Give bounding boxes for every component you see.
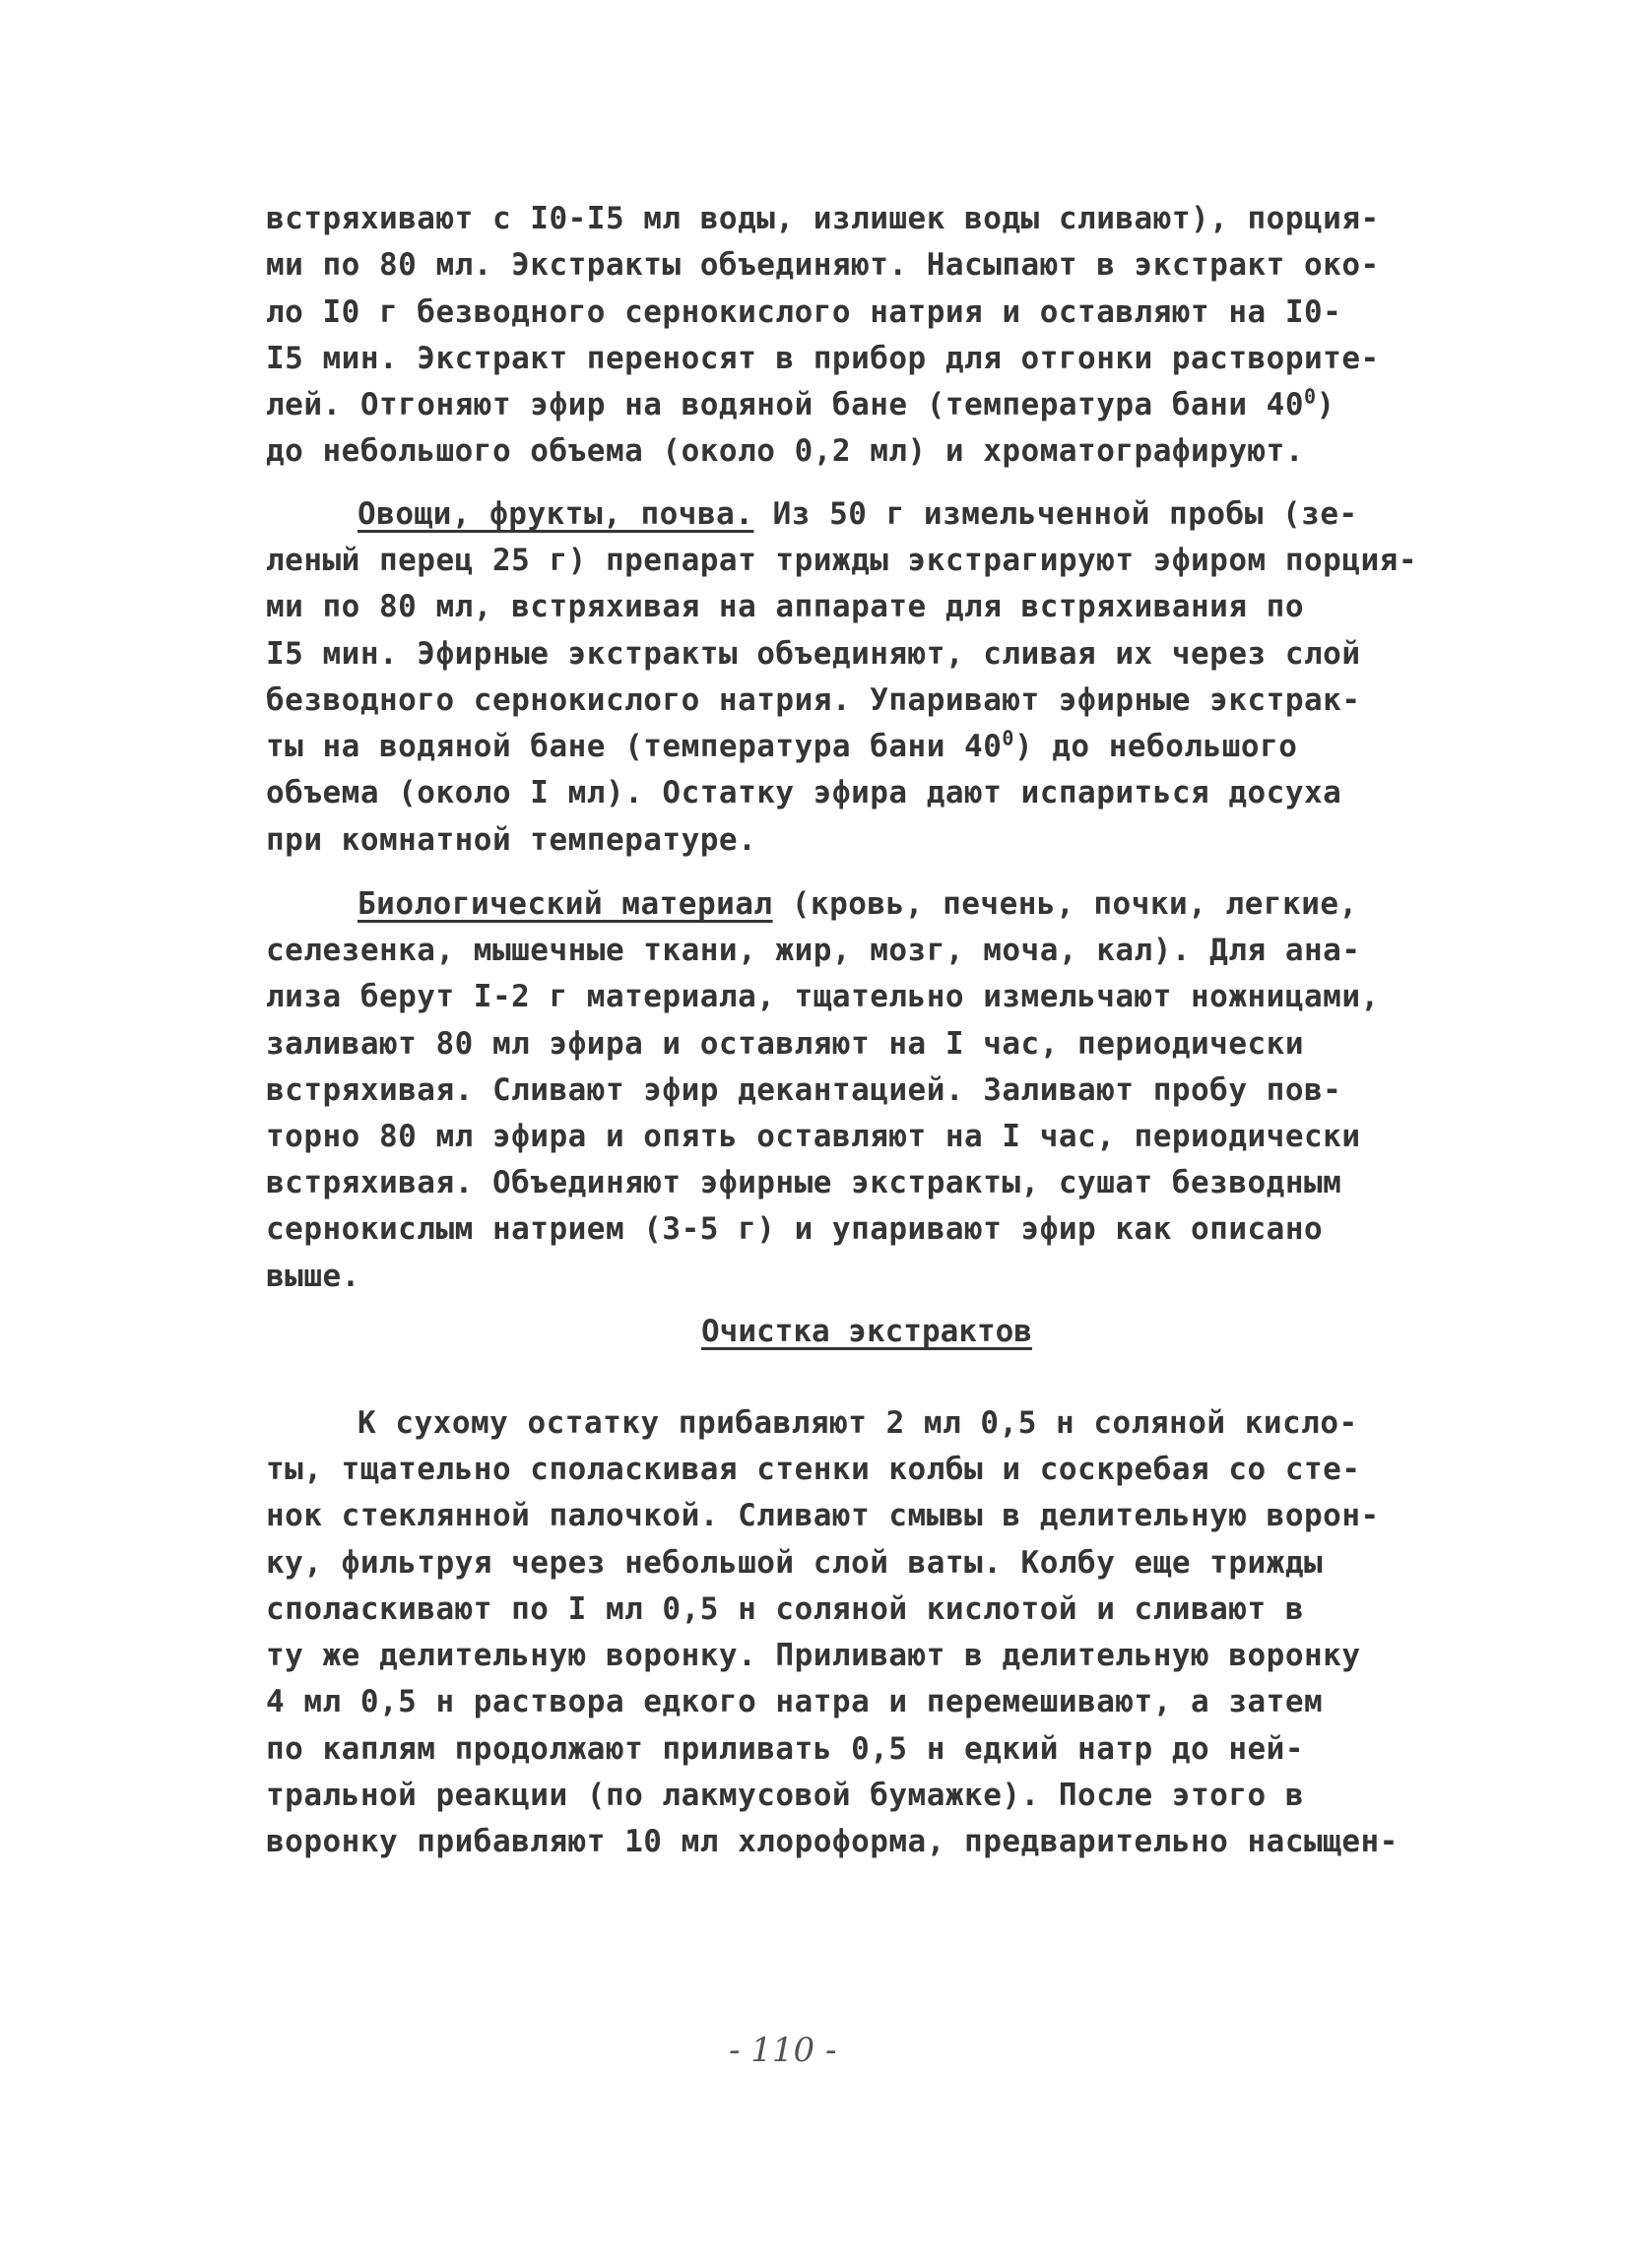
text-segment: ) до небольшого bbox=[1013, 729, 1298, 764]
section-lead-vegetables: Овощи, фрукты, почва. bbox=[358, 496, 754, 532]
text-line bbox=[358, 494, 1358, 534]
text-line: ты, тщательно споласкивая стенки колбы и соскребая со сте- bbox=[266, 1452, 1361, 1487]
page-number: - 110 - bbox=[729, 2031, 837, 2070]
text-line: ку, фильтруя через небольшой слой ваты. Колбу еще трижды bbox=[266, 1545, 1324, 1581]
text-segment: лей. Отгоняют эфир на водяной бане (температура бани 40 bbox=[266, 387, 1304, 422]
text-line bbox=[358, 884, 1358, 924]
text-line: воронку прибавляют 10 мл хлороформа, предварительно насыщен- bbox=[266, 1824, 1399, 1859]
text-line: ми по 80 мл. Экстракты объединяют. Насыпают в экстракт око- bbox=[266, 247, 1380, 283]
text-line: по каплям продолжают приливать 0,5 н едкий натр до ней- bbox=[266, 1731, 1304, 1767]
text-segment: ты на водяной бане (температура бани 40 bbox=[266, 729, 1003, 764]
text-segment: Из 50 г измельченной пробы (зе- bbox=[753, 496, 1358, 532]
text-line: ми по 80 мл, встряхивая на аппарате для встряхивания по bbox=[266, 589, 1304, 624]
text-line: безводного сернокислого натрия. Упаривают эфирные экстрак- bbox=[266, 682, 1361, 718]
text-line: нок стеклянной палочкой. Сливают смывы в делительную ворон- bbox=[266, 1498, 1380, 1533]
text-line: заливают 80 мл эфира и оставляют на I час, периодически bbox=[266, 1026, 1304, 1062]
text-line: споласкивают по I мл 0,5 н соляной кислотой и сливают в bbox=[266, 1591, 1304, 1627]
section-lead-biological: Биологический материал bbox=[358, 886, 773, 922]
text-line: торно 80 мл эфира и опять оставляют на I час, периодически bbox=[266, 1119, 1361, 1154]
superscript-degree: 0 bbox=[1304, 384, 1317, 409]
text-line: селезенка, мышечные ткани, жир, мозг, моча, кал). Для ана- bbox=[266, 933, 1361, 968]
text-line: лиза берут I-2 г материала, тщательно измельчают ножницами, bbox=[266, 979, 1380, 1014]
superscript-degree: 0 bbox=[1002, 726, 1014, 750]
text-line: выше. bbox=[266, 1259, 360, 1294]
section-heading: Очистка экстрактов bbox=[701, 1314, 1032, 1349]
text-line: I5 мин. Экстракт переносят в прибор для отгонки растворите- bbox=[266, 341, 1380, 376]
text-line: 4 мл 0,5 н раствора едкого натра и перемешивают, а затем bbox=[266, 1684, 1324, 1719]
text-segment: (кровь, печень, почки, легкие, bbox=[772, 886, 1358, 922]
text-segment: ) bbox=[1316, 387, 1335, 422]
text-line: тральной реакции (по лакмусовой бумажке). После этого в bbox=[266, 1778, 1304, 1813]
text-line bbox=[266, 727, 1297, 766]
text-line: встряхивая. Объединяют эфирные экстракты, сушат безводным bbox=[266, 1165, 1342, 1200]
text-line: леный перец 25 г) препарат трижды экстрагируют эфиром порция- bbox=[266, 543, 1417, 578]
text-line: ло I0 г безводного сернокислого натрия и оставляют на I0- bbox=[266, 294, 1342, 330]
text-line: при комнатной температуре. bbox=[266, 822, 757, 858]
text-line: объема (около I мл). Остатку эфира дают испариться досуха bbox=[266, 775, 1342, 810]
text-line: встряхивают с I0-I5 мл воды, излишек воды сливают), порция- bbox=[266, 201, 1380, 236]
text-line: ту же делительную воронку. Приливают в делительную воронку bbox=[266, 1638, 1361, 1673]
text-line: К сухому остатку прибавляют 2 мл 0,5 н соляной кисло- bbox=[358, 1405, 1358, 1441]
text-line: I5 мин. Эфирные экстракты объединяют, сливая их через слой bbox=[266, 636, 1361, 672]
text-line: сернокислым натрием (3-5 г) и упаривают эфир как описано bbox=[266, 1211, 1324, 1247]
text-line: до небольшого объема (около 0,2 мл) и хроматографируют. bbox=[266, 433, 1304, 469]
text-line: встряхивая. Сливают эфир декантацией. Заливают пробу пов- bbox=[266, 1072, 1342, 1108]
text-line bbox=[266, 385, 1335, 424]
